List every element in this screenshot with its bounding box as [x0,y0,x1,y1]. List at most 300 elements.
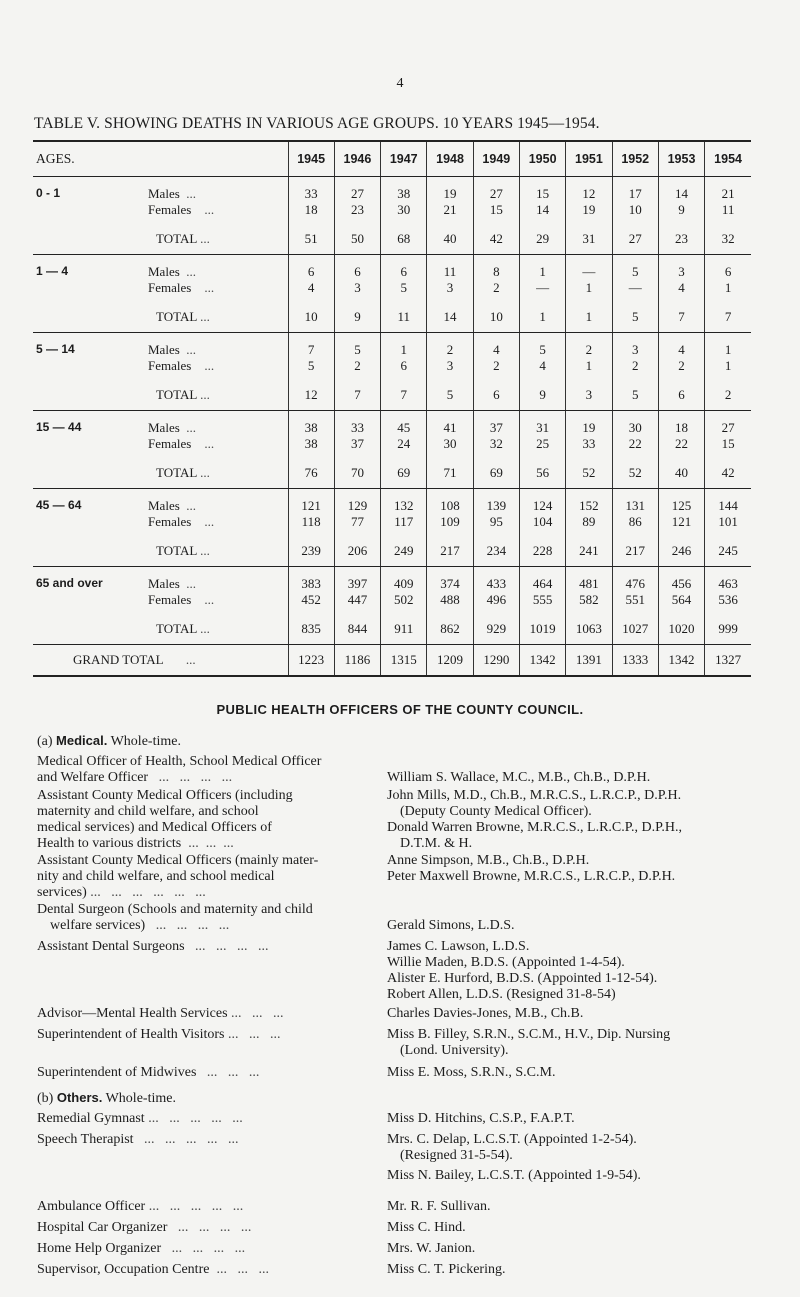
females-value: 24 [381,436,427,458]
females-label-text: Females [148,592,192,607]
officer-name-line: William S. Wallace, M.C., M.B., Ch.B., D.P.H. [387,770,651,785]
officer-title-line: Superintendent of Health Visitors ... ... ... [37,1027,281,1042]
males-value: 30 [612,411,658,437]
males-label-text: Males [148,264,180,279]
males-label-text: Males [148,420,180,435]
females-value: 555 [519,592,565,614]
section-b-rest: Whole-time. [105,1091,176,1106]
males-value: 5 [612,255,658,281]
females-value: 15 [705,436,751,458]
officer-name-line: James C. Lawson, L.D.S. [387,939,530,954]
males-value: 132 [381,489,427,515]
total-value: 3 [566,380,612,411]
males-label-text: Males [148,576,180,591]
officer-name-line: (Lond. University). [400,1043,509,1058]
table-row-males [33,333,751,359]
year-header: 1953 [658,141,704,177]
deaths-table [33,140,751,677]
grand-total-row [33,645,751,677]
total-value: 68 [381,224,427,255]
males-label-text: Males [148,186,180,201]
females-value: 86 [612,514,658,536]
total-label: TOTAL ... [148,380,288,411]
grand-total-value: 1223 [288,645,334,677]
officer-title-line: medical services) and Medical Officers of [37,820,272,835]
total-value: 9 [519,380,565,411]
total-value: 228 [519,536,565,567]
total-value: 14 [427,302,473,333]
officer-name-line: Charles Davies-Jones, M.B., Ch.B. [387,1006,584,1021]
females-label: Females ... [148,592,215,607]
males-value: 17 [612,177,658,203]
table-row-males [33,567,751,593]
females-label: Females ... [148,202,215,217]
total-value: 7 [381,380,427,411]
females-value: 104 [519,514,565,536]
total-value: 7 [334,380,380,411]
officer-title-line: Medical Officer of Health, School Medical Officer [37,754,322,769]
males-value: 33 [288,177,334,203]
section-a-prefix: (a) [37,734,53,749]
females-label-text: Females [148,436,192,451]
males-value: 108 [427,489,473,515]
year-header: 1949 [473,141,519,177]
females-value: 551 [612,592,658,614]
total-value: 844 [334,614,380,645]
males-value: 1 [519,255,565,281]
total-value: 76 [288,458,334,489]
officer-name-line: Alister E. Hurford, B.D.S. (Appointed 1-12-54). [387,971,658,986]
year-header: 1952 [612,141,658,177]
total-value: 5 [612,380,658,411]
females-value: 37 [334,436,380,458]
females-value: — [612,280,658,302]
males-value: 464 [519,567,565,593]
officer-title-line: Assistant County Medical Officers (including [37,788,293,803]
officer-title-line: Assistant County Medical Officers (mainly mater- [37,853,319,868]
females-label: Females ... [148,436,215,451]
total-value: 42 [473,224,519,255]
table-row-total [33,536,751,567]
males-value: 144 [705,489,751,515]
total-label: TOTAL ... [148,458,288,489]
males-value: 124 [519,489,565,515]
males-value: 433 [473,567,519,593]
males-value: 481 [566,567,612,593]
grand-total-label: GRAND TOTAL ... [33,645,288,677]
total-value: 12 [288,380,334,411]
grand-total-value: 1342 [658,645,704,677]
females-value: 18 [288,202,334,224]
table-header-row [33,141,751,177]
total-label-text: TOTAL [156,387,197,402]
females-value: 21 [427,202,473,224]
females-label: Females ... [148,358,215,373]
females-value: 2 [658,358,704,380]
officer-name-line: Anne Simpson, M.B., Ch.B., D.P.H. [387,853,590,868]
officer-name-line: D.T.M. & H. [400,836,473,851]
females-value: 5 [288,358,334,380]
males-label-text: Males [148,342,180,357]
grand-total-label-text: GRAND TOTAL [73,652,164,667]
females-value: 3 [427,280,473,302]
males-value: 21 [705,177,751,203]
total-label: TOTAL ... [148,302,288,333]
grand-total-value: 1327 [705,645,751,677]
total-value: 6 [658,380,704,411]
total-value: 249 [381,536,427,567]
section-a-bold: Medical. [56,733,108,748]
officer-name-line: (Deputy County Medical Officer). [400,804,592,819]
total-value: 835 [288,614,334,645]
officer-title-line: Advisor—Mental Health Services ... ... ... [37,1006,284,1021]
males-value: 409 [381,567,427,593]
table-row-males [33,177,751,203]
total-value: 52 [612,458,658,489]
officer-name-line: Miss C. T. Pickering. [387,1262,506,1277]
age-group-label: 5 — 14 [36,342,75,356]
grand-total-value: 1186 [334,645,380,677]
officer-title-line: Dental Surgeon (Schools and maternity and child [37,902,313,917]
total-value: 1027 [612,614,658,645]
total-value: 5 [612,302,658,333]
total-value: 32 [705,224,751,255]
males-value: 15 [519,177,565,203]
females-value: 23 [334,202,380,224]
age-group-label: 65 and over [36,576,103,590]
officer-title-line: and Welfare Officer ... ... ... ... [37,770,233,785]
females-value: 22 [658,436,704,458]
males-value: 27 [334,177,380,203]
officer-name-line: Miss D. Hitchins, C.S.P., F.A.P.T. [387,1111,575,1126]
females-value: 95 [473,514,519,536]
males-label: Males ... [148,264,197,279]
females-value: 10 [612,202,658,224]
females-value: 9 [658,202,704,224]
officer-title-line: Supervisor, Occupation Centre ... ... ... [37,1262,269,1277]
total-value: 51 [288,224,334,255]
females-label-text: Females [148,358,192,373]
total-value: 1020 [658,614,704,645]
males-label: Males ... [148,420,197,435]
total-value: 239 [288,536,334,567]
females-value: 496 [473,592,519,614]
age-group-label: 15 — 44 [36,420,82,434]
females-value: 117 [381,514,427,536]
table-row-total [33,458,751,489]
females-value: 2 [473,280,519,302]
total-label: TOTAL ... [148,536,288,567]
males-value: 37 [473,411,519,437]
year-header: 1947 [381,141,427,177]
officer-name-line: (Resigned 31-5-54). [400,1148,513,1163]
total-value: 241 [566,536,612,567]
males-value: 129 [334,489,380,515]
total-value: 11 [381,302,427,333]
males-value: 19 [427,177,473,203]
males-value: 38 [381,177,427,203]
age-group-spacer [33,380,148,411]
total-value: 42 [705,458,751,489]
total-value: 234 [473,536,519,567]
age-group-label: 0 - 1 [36,186,61,200]
males-value: 6 [705,255,751,281]
females-value: 2 [334,358,380,380]
year-header: 1948 [427,141,473,177]
total-value: 69 [381,458,427,489]
total-value: 6 [473,380,519,411]
officer-name-line: Mrs. W. Janion. [387,1241,476,1256]
females-value: 6 [381,358,427,380]
total-value: 246 [658,536,704,567]
males-value: 139 [473,489,519,515]
males-label: Males ... [148,498,197,513]
total-value: 10 [288,302,334,333]
officer-name-line: Willie Maden, B.D.S. (Appointed 1-4-54). [387,955,625,970]
total-value: 10 [473,302,519,333]
officer-name-line: Miss E. Moss, S.R.N., S.C.M. [387,1065,556,1080]
officer-title-line: nity and child welfare, and school medical [37,869,275,884]
males-value: 38 [288,411,334,437]
males-value: 4 [658,333,704,359]
males-value: 27 [473,177,519,203]
females-label-text: Females [148,514,192,529]
females-value: 121 [658,514,704,536]
officers-title: PUBLIC HEALTH OFFICERS OF THE COUNTY COUNCIL. [216,702,584,717]
officer-title-line: Hospital Car Organizer ... ... ... ... [37,1220,252,1235]
females-label: Females ... [148,280,215,295]
females-value: 1 [705,358,751,380]
total-value: 217 [612,536,658,567]
total-value: 9 [334,302,380,333]
table-body [33,177,751,677]
total-value: 69 [473,458,519,489]
officer-name-line: Donald Warren Browne, M.R.C.S., L.R.C.P., D.P.H., [387,820,682,835]
total-value: 56 [519,458,565,489]
males-label-text: Males [148,498,180,513]
females-label-text: Females [148,280,192,295]
total-value: 2 [705,380,751,411]
males-label: Males ... [148,342,197,357]
officer-title-line: maternity and child welfare, and school [37,804,259,819]
total-value: 245 [705,536,751,567]
grand-total-value: 1333 [612,645,658,677]
females-value: 77 [334,514,380,536]
females-label-text: Females [148,202,192,217]
total-value: 7 [658,302,704,333]
grand-total-value: 1315 [381,645,427,677]
males-value: 18 [658,411,704,437]
females-value: 1 [566,280,612,302]
total-value: 70 [334,458,380,489]
females-value: 11 [705,202,751,224]
grand-total-value: 1290 [473,645,519,677]
total-value: 217 [427,536,473,567]
males-value: 125 [658,489,704,515]
males-value: 8 [473,255,519,281]
females-value: 4 [519,358,565,380]
officer-title-line: Speech Therapist ... ... ... ... ... [37,1132,239,1147]
year-header: 1950 [519,141,565,177]
males-value: 1 [705,333,751,359]
males-value: 41 [427,411,473,437]
males-value: 3 [658,255,704,281]
section-a-heading [37,733,181,750]
females-value: 1 [705,280,751,302]
females-value: 3 [334,280,380,302]
section-b-prefix: (b) [37,1091,54,1106]
officer-title-line: Assistant Dental Surgeons ... ... ... ... [37,939,269,954]
total-value: 1 [519,302,565,333]
officer-title-line: Ambulance Officer ... ... ... ... ... [37,1199,244,1214]
total-value: 1019 [519,614,565,645]
males-value: 11 [427,255,473,281]
officer-title-line: Superintendent of Midwives ... ... ... [37,1065,260,1080]
officer-name-line: Miss N. Bailey, L.C.S.T. (Appointed 1-9-54). [387,1168,641,1183]
officer-name-line: Miss B. Filley, S.R.N., S.C.M., H.V., Dip. Nursing [387,1027,671,1042]
females-value: 15 [473,202,519,224]
officer-title-line: Home Help Organizer ... ... ... ... [37,1241,246,1256]
total-label: TOTAL ... [148,224,288,255]
females-value: 2 [473,358,519,380]
table-row-total [33,224,751,255]
females-value: 109 [427,514,473,536]
officer-title-line: Remedial Gymnast ... ... ... ... ... [37,1111,243,1126]
table-row-males [33,411,751,437]
males-value: 12 [566,177,612,203]
section-b-bold: Others. [56,1090,103,1105]
females-value: 19 [566,202,612,224]
table-row-total [33,614,751,645]
females-value: 447 [334,592,380,614]
males-value: 6 [381,255,427,281]
total-label-text: TOTAL [156,621,197,636]
year-header: 1951 [566,141,612,177]
total-label-text: TOTAL [156,543,197,558]
officer-name-line: Mr. R. F. Sullivan. [387,1199,491,1214]
total-value: 929 [473,614,519,645]
total-label-text: TOTAL [156,231,197,246]
males-value: 45 [381,411,427,437]
total-value: 1 [566,302,612,333]
males-value: 1 [381,333,427,359]
males-value: 152 [566,489,612,515]
males-value: 6 [334,255,380,281]
total-value: 206 [334,536,380,567]
total-label-text: TOTAL [156,309,197,324]
males-value: 31 [519,411,565,437]
officer-name-line: Robert Allen, L.D.S. (Resigned 31-8-54) [387,987,616,1002]
males-value: 476 [612,567,658,593]
year-header: 1945 [288,141,334,177]
females-value: 38 [288,436,334,458]
males-value: 5 [334,333,380,359]
males-value: 456 [658,567,704,593]
males-value: 374 [427,567,473,593]
females-value: 22 [612,436,658,458]
total-value: 71 [427,458,473,489]
males-value: 7 [288,333,334,359]
males-value: — [566,255,612,281]
females-value: 502 [381,592,427,614]
total-value: 40 [658,458,704,489]
table-row-total [33,302,751,333]
males-value: 121 [288,489,334,515]
table-row-total [33,380,751,411]
females-value: 488 [427,592,473,614]
females-value: 5 [381,280,427,302]
section-a-rest: Whole-time. [110,734,181,749]
year-header: 1946 [334,141,380,177]
page-number: 4 [396,76,404,91]
table-title: TABLE V. SHOWING DEATHS IN VARIOUS AGE GROUPS. 10 YEARS 1945—1954. [34,115,600,132]
officer-name-line: Gerald Simons, L.D.S. [387,918,515,933]
age-group-spacer [33,224,148,255]
males-value: 3 [612,333,658,359]
total-value: 50 [334,224,380,255]
officer-title-line: Health to various districts ... ... ... [37,836,234,851]
grand-total-value: 1342 [519,645,565,677]
males-value: 19 [566,411,612,437]
males-label: Males ... [148,186,197,201]
males-value: 131 [612,489,658,515]
grand-total-value: 1209 [427,645,473,677]
males-value: 33 [334,411,380,437]
females-value: 32 [473,436,519,458]
age-group-label: 45 — 64 [36,498,82,512]
females-value: 452 [288,592,334,614]
total-value: 29 [519,224,565,255]
males-value: 14 [658,177,704,203]
females-value: 1 [566,358,612,380]
females-value: 2 [612,358,658,380]
total-value: 52 [566,458,612,489]
officer-name-line: Mrs. C. Delap, L.C.S.T. (Appointed 1-2-54). [387,1132,637,1147]
officer-title-line: welfare services) ... ... ... ... [50,918,230,933]
total-value: 31 [566,224,612,255]
officer-name-line: John Mills, M.D., Ch.B., M.R.C.S., L.R.C.P., D.P.H. [387,788,682,803]
females-value: 89 [566,514,612,536]
age-group-spacer [33,614,148,645]
males-value: 397 [334,567,380,593]
total-value: 862 [427,614,473,645]
section-b-heading [37,1090,176,1107]
males-value: 463 [705,567,751,593]
females-value: 582 [566,592,612,614]
total-label: TOTAL ... [148,614,288,645]
males-value: 2 [566,333,612,359]
females-value: 25 [519,436,565,458]
females-label: Females ... [148,514,215,529]
total-label-text: TOTAL [156,465,197,480]
total-value: 40 [427,224,473,255]
females-value: 536 [705,592,751,614]
officer-name-line: Miss C. Hind. [387,1220,466,1235]
females-value: 118 [288,514,334,536]
females-value: 4 [658,280,704,302]
officer-name-line: Peter Maxwell Browne, M.R.C.S., L.R.C.P., D.P.H. [387,869,676,884]
table-row-males [33,255,751,281]
ages-header: AGES. [33,141,288,177]
males-value: 2 [427,333,473,359]
females-value: 101 [705,514,751,536]
males-label: Males ... [148,576,197,591]
males-value: 6 [288,255,334,281]
males-value: 4 [473,333,519,359]
officer-title-line: services) ... ... ... ... ... ... [37,885,206,900]
males-value: 27 [705,411,751,437]
total-value: 7 [705,302,751,333]
